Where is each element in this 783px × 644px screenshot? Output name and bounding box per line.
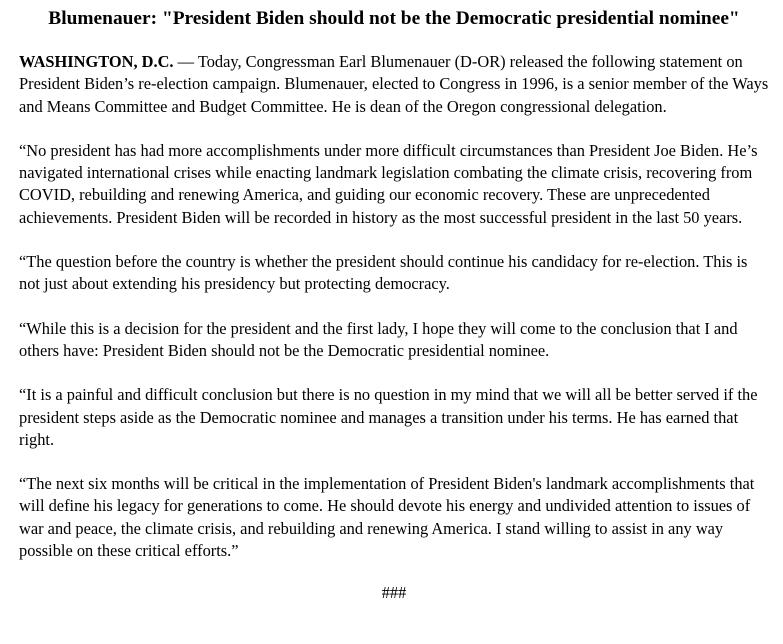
statement-paragraph-3: “While this is a decision for the president and the first lady, I hope they will come to the conclusion that I and others have: President Biden should not be the Democratic presidential nominee. [19,318,738,360]
dateline: WASHINGTON, D.C. [19,52,174,71]
statement-paragraph-5: “The next six months will be critical in the implementation of President Biden's landmark accomplishments that will define his legacy for generations to come. He should devote his energy and undivided attention to issues of war and peace, the climate crisis, and rebuilding and renewing America. I stand willing to assist in any way possible on these critical efforts.” [19,474,755,561]
end-mark: ### [381,583,407,603]
headline: Blumenauer: "President Biden should not be the Democratic presidential nominee" [48,8,740,29]
intro-text: — Today, Congressman Earl Blumenauer (D-OR) released the following statement on President Biden’s re-election campaign. Blumenauer, elected to Congress in 1996, is a senior member of the Ways and Means Committee and Budget Committee. He is dean of the Oregon congressional delegation. [19,52,769,116]
statement-paragraph-1: “No president has had more accomplishments under more difficult circumstances than President Joe Biden. He’s navigated international crises while enacting landmark legislation combating the climate crisis, recovering from COVID, rebuilding and renewing America, and guiding our economic recovery. These are unprecedented achievements. President Biden will be recorded in history as the most successful president in the last 50 years. [19,140,758,227]
statement-paragraph-4: “It is a painful and difficult conclusion but there is no question in my mind that we will all be better served if the president steps aside as the Democratic nominee and manages a transition under his terms. He has earned that right. [19,385,758,449]
intro-paragraph [19,51,769,118]
statement-paragraph-2: “The question before the country is whether the president should continue his candidacy for re-election. This is not just about extending his presidency but protecting democracy. [19,252,748,294]
